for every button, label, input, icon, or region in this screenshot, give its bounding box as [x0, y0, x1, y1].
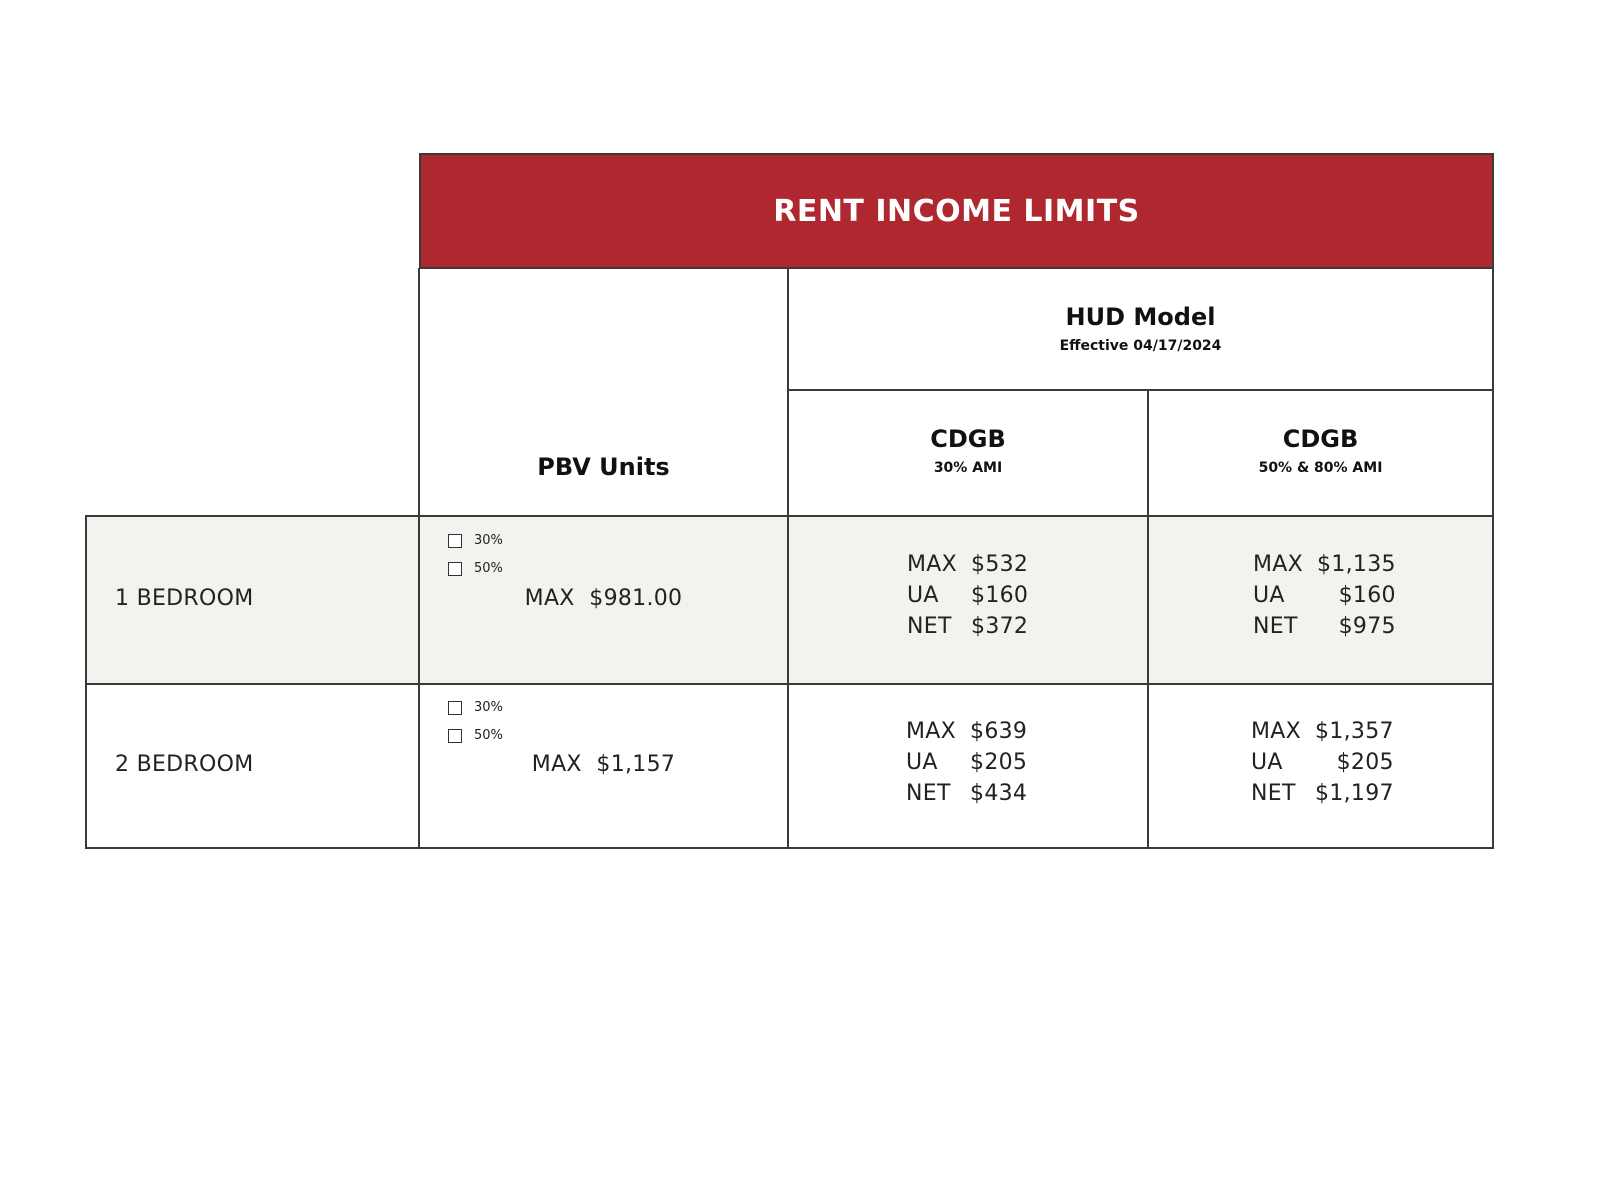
net-value: $975	[1338, 614, 1396, 639]
max-value: $981.00	[589, 586, 683, 611]
ua-label: UA	[1251, 750, 1283, 775]
border-row-2-bottom	[85, 847, 1494, 849]
checkbox-50-percent-row1[interactable]	[448, 562, 462, 576]
net-value: $372	[971, 614, 1029, 639]
checkbox-label: 30%	[474, 533, 503, 548]
pbv-max-row2	[420, 752, 787, 777]
checkbox-30-percent-row2[interactable]	[448, 701, 462, 715]
net-label: NET	[1253, 614, 1298, 639]
net-value: $1,197	[1315, 781, 1394, 806]
hud-model-title: HUD Model	[1065, 303, 1216, 331]
checkbox-row-50[interactable]	[448, 561, 503, 576]
cdgb-30-subtitle: 30% AMI	[933, 460, 1003, 476]
border-header-bottom	[85, 515, 1494, 517]
pbv-max-row1	[420, 586, 787, 611]
pbv-units-header: PBV Units	[537, 453, 670, 481]
max-value: $639	[970, 719, 1028, 744]
max-value: $1,135	[1317, 552, 1396, 577]
ua-value: $205	[1336, 750, 1394, 775]
cdgb-30-title: CDGB	[930, 425, 1006, 453]
net-label: NET	[1251, 781, 1296, 806]
max-label: MAX	[907, 552, 958, 577]
checkbox-row-30[interactable]	[448, 533, 503, 548]
table-title: RENT INCOME LIMITS	[773, 193, 1140, 229]
hud-effective-date: Effective 04/17/2024	[1059, 338, 1222, 354]
max-label: MAX	[1253, 552, 1304, 577]
checkbox-label: 50%	[474, 561, 503, 576]
max-value: $1,157	[596, 752, 676, 777]
cdgb-50-80-values-row2	[1251, 719, 1394, 806]
row-label-2-bedroom: 2 BEDROOM	[115, 752, 254, 777]
cdgb-50-80-subtitle: 50% & 80% AMI	[1258, 460, 1383, 476]
max-label: MAX	[531, 752, 582, 777]
cdgb-50-80-values-row1	[1253, 552, 1396, 639]
row-label-1-bedroom: 1 BEDROOM	[115, 586, 254, 611]
border-right	[1492, 268, 1494, 849]
ua-label: UA	[907, 583, 939, 608]
ua-value: $205	[970, 750, 1028, 775]
max-label: MAX	[1251, 719, 1302, 744]
border-hud-bottom	[787, 389, 1494, 391]
ua-value: $160	[971, 583, 1029, 608]
ua-label: UA	[1253, 583, 1285, 608]
border-divider-pbv	[787, 268, 789, 849]
border-row-1-bottom	[85, 683, 1494, 685]
checkbox-50-percent-row2[interactable]	[448, 729, 462, 743]
max-value: $1,357	[1315, 719, 1394, 744]
max-label: MAX	[906, 719, 957, 744]
ua-value: $160	[1338, 583, 1396, 608]
checkbox-label: 30%	[474, 700, 503, 715]
cdgb-50-80-title: CDGB	[1282, 425, 1359, 453]
max-value: $532	[971, 552, 1029, 577]
checkbox-row-30[interactable]	[448, 700, 503, 715]
max-label: MAX	[524, 586, 575, 611]
net-label: NET	[906, 781, 951, 806]
cdgb-30-values-row2	[906, 719, 1027, 806]
checkbox-label: 50%	[474, 728, 503, 743]
ua-label: UA	[906, 750, 938, 775]
checkbox-30-percent-row1[interactable]	[448, 534, 462, 548]
net-value: $434	[970, 781, 1028, 806]
title-banner	[419, 153, 1494, 269]
border-left-rows	[85, 515, 87, 849]
border-divider-cdgb	[1147, 389, 1149, 849]
net-label: NET	[907, 614, 952, 639]
cdgb-30-values-row1	[907, 552, 1028, 639]
checkbox-row-50[interactable]	[448, 728, 503, 743]
